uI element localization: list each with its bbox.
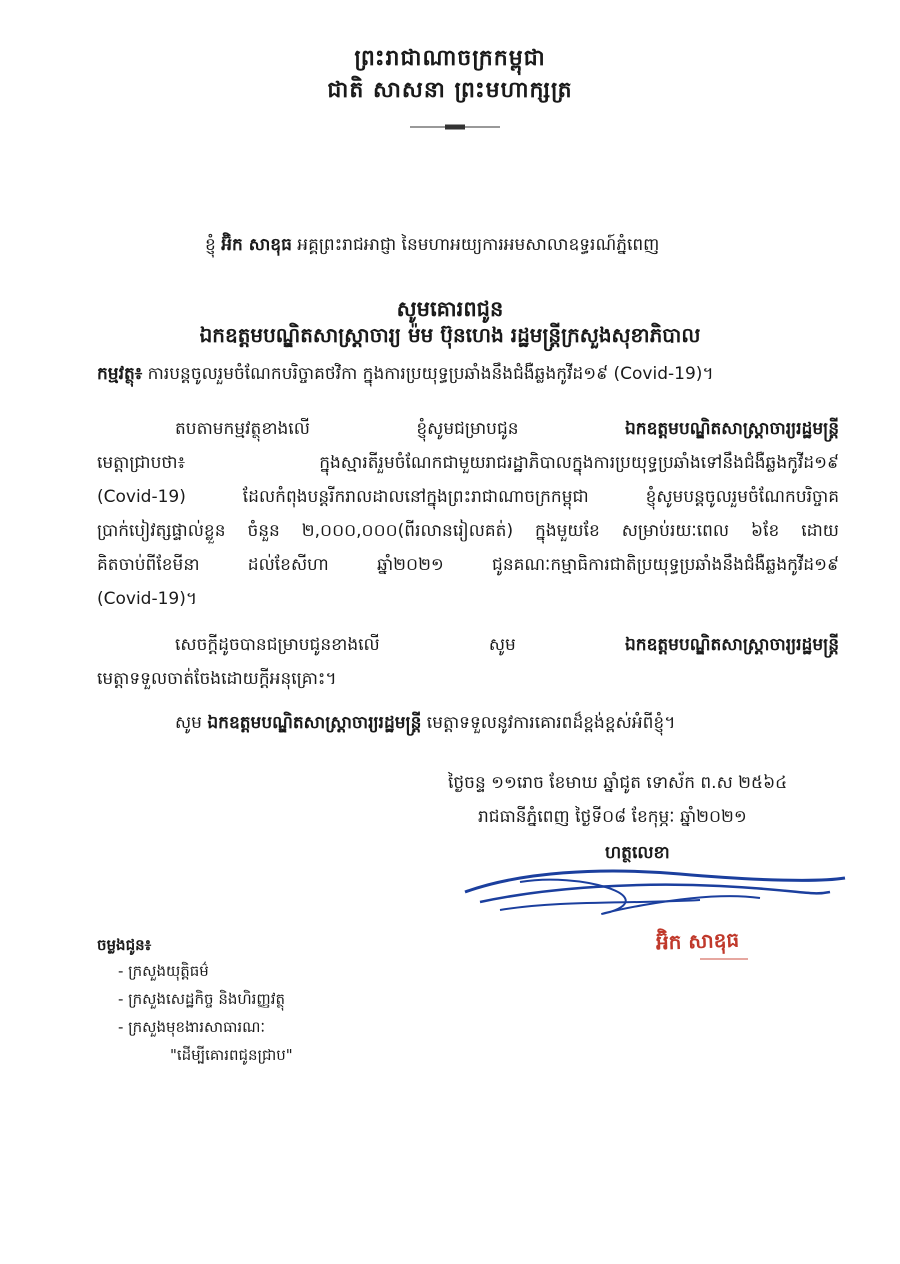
handwritten-signature [460, 852, 850, 932]
addressee-recipient: ឯកឧត្តមបណ្ឌិតសាស្ត្រាចារ្យ ម៉ម ប៊ុនហេង រដ្ឋមន្ត្រីក្រសួងសុខាភិបាល [199, 323, 701, 347]
body-p1-line4: ប្រាក់បៀវត្សផ្ទាល់ខ្លួន ចំនួន ២,០០០,០០០(ពីរលានរៀលគត់) ក្នុងមួយខែ សម្រាប់រយៈពេល ៦ខែ ដោយ [97, 521, 839, 541]
subject-text: ការបន្តចូលរួមចំណែកបរិច្ចាគថវិកា ក្នុងការប្រយុទ្ធប្រឆាំងនឹងជំងឺឆ្លងកូវីដ១៩ (Covid-19)។ [147, 364, 714, 384]
cc-note: "ដើម្បីគោរពជូនជ្រាប" [170, 1046, 293, 1064]
date-solar: រាជធានីភ្នំពេញ ថ្ងៃទី០៨ ខែកុម្ភៈ ឆ្នាំ២០២១ [478, 807, 747, 827]
body-p2-start: សេចក្តីដូចបានជម្រាបជូនខាងលើ សូម [175, 635, 516, 655]
body-p2-line2: មេត្តាទទួលចាត់ចែងដោយក្តីអនុគ្រោះ។ [97, 669, 337, 689]
stamp-underline [700, 958, 748, 960]
cc-item: - ក្រសួងមុខងារសាធារណៈ [118, 1018, 266, 1036]
body-p1-line5: គិតចាប់ពីខែមីនា ដល់ខែសីហា ឆ្នាំ២០២១ ជូនគណៈកម្មាធិការជាតិប្រយុទ្ធប្រឆាំងនឹងជំងឺឆ្លងកូវីដ១៩ [97, 555, 839, 575]
printed-name-stamp: អ៊ិក សាឧុធ [655, 927, 740, 955]
body-p1-line2: មេត្តាជ្រាបថា៖ ក្នុងស្មារតីរួមចំណែកជាមួយរាជរដ្ឋាភិបាលក្នុងការប្រយុទ្ធប្រឆាំងទៅនឹងជំងឺឆ្លងកូវីដ១៩ [97, 453, 839, 473]
body-p1-line3: (Covid-19) ដែលកំពុងបន្តរីករាលដាលនៅក្នុងព្រះរាជាណាចក្រកម្ពុជា ខ្ញុំសូមបន្តចូលរួមចំណែកបរិច្ចាគ [97, 487, 839, 507]
body-p3-end: មេត្តាទទួលនូវការគោរពដ៏ខ្ពង់ខ្ពស់អំពីខ្ញុំ។ [426, 713, 676, 733]
subject-line [97, 363, 714, 388]
body-p2-recipient: ឯកឧត្តមបណ្ឌិតសាស្ត្រាចារ្យរដ្ឋមន្ត្រី [625, 635, 839, 655]
body-p3-recipient: ឯកឧត្តមបណ្ឌិតសាស្ត្រាចារ្យរដ្ឋមន្ត្រី [207, 713, 422, 733]
sender-title: អគ្គព្រះរាជអាជ្ញា នៃមហាអយ្យការអមសាលាឧទ្ធរណ៍ភ្នំពេញ [297, 235, 660, 255]
date-lunar: ថ្ងៃចន្ទ ១១រោច ខែមាឃ ឆ្នាំជូត ទោស័ក ព.ស ២៥៦៤ [448, 773, 788, 793]
ornament-divider [410, 123, 500, 131]
sender-line [205, 234, 659, 259]
sender-name: អ៊ិក សាឧុធ [221, 235, 292, 255]
cc-item: - ក្រសួងសេដ្ឋកិច្ច និងហិរញ្ញវត្ថុ [118, 990, 285, 1008]
body-p3 [175, 712, 675, 737]
body-p1-recipient: ឯកឧត្តមបណ្ឌិតសាស្ត្រាចារ្យរដ្ឋមន្ត្រី [625, 419, 839, 439]
subject-label: កម្មវត្ថុ៖ [97, 364, 143, 384]
sender-pronoun: ខ្ញុំ [205, 235, 216, 255]
cc-item: - ក្រសួងយុត្តិធម៌ [118, 962, 209, 980]
national-motto: ជាតិ សាសនា ព្រះមហាក្សត្រ [327, 78, 573, 103]
body-p1-line1 [175, 412, 839, 446]
addressee-greeting: សូមគោរពជូន [396, 297, 504, 321]
signature-label: ហត្ថលេខា [605, 843, 670, 863]
kingdom-title: ព្រះរាជាណាចក្រកម្ពុជា [354, 46, 546, 71]
body-p1-start: តបតាមកម្មវត្ថុខាងលើ ខ្ញុំសូមជម្រាបជូន [175, 419, 519, 439]
body-p1-line6: (Covid-19)។ [97, 589, 198, 609]
body-p2-line1 [175, 628, 839, 662]
body-p3-start: សូម [175, 713, 202, 733]
cc-label: ចម្លងជូន៖ [97, 936, 152, 954]
